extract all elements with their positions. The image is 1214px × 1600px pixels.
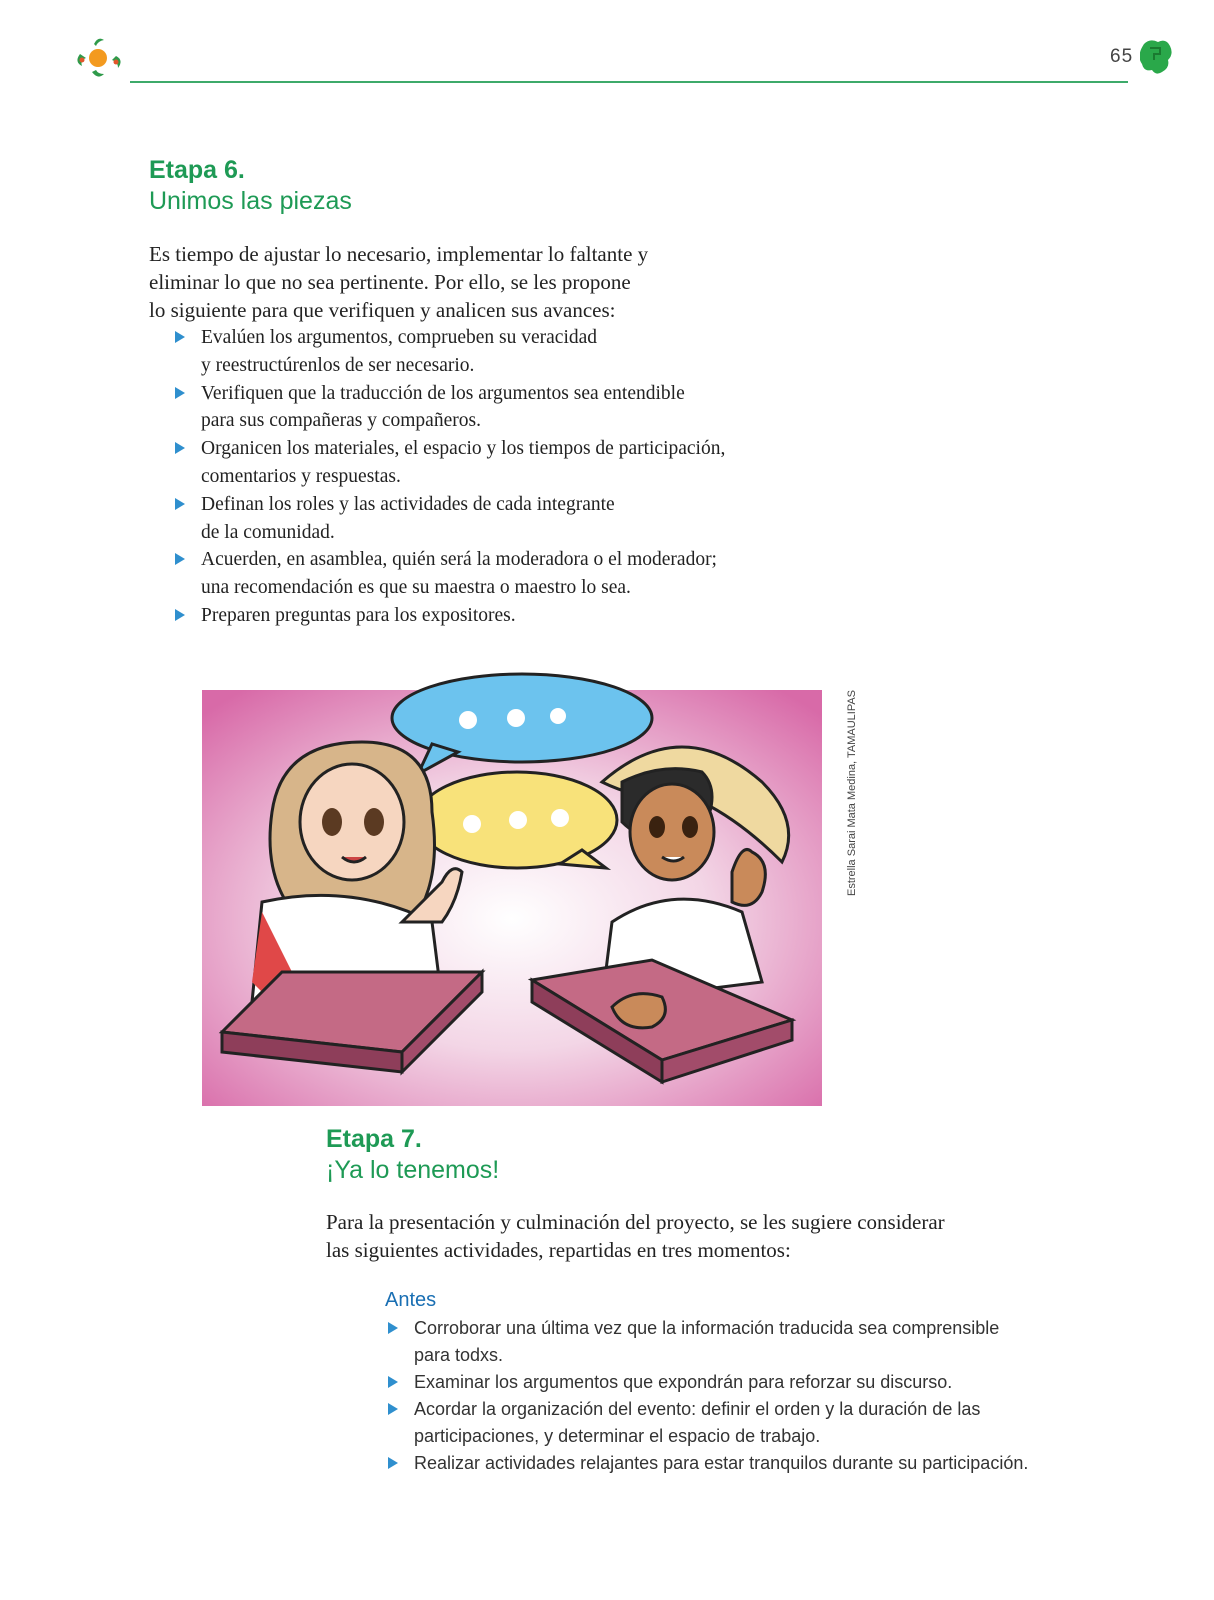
list-item-line: comentarios y respuestas. <box>201 465 401 487</box>
list-item-line: para sus compañeras y compañeros. <box>201 410 481 432</box>
list-item <box>175 324 815 380</box>
list-item <box>388 1396 1048 1450</box>
list-item-line: Organicen los materiales, el espacio y los tiempos de participación, <box>201 438 726 460</box>
illustration-credit <box>846 689 864 896</box>
list-item-line: Acuerden, en asamblea, quién será la moderadora o el moderador; <box>201 549 717 571</box>
list-item-line: Examinar los argumentos que expondrán para reforzar su discurso. <box>414 1372 953 1392</box>
list-item-line: Acordar la organización del evento: definir el orden y la duración de las <box>414 1399 981 1419</box>
bullet-triangle-icon <box>175 442 185 454</box>
bullet-triangle-icon <box>175 609 185 621</box>
list-item <box>175 546 815 602</box>
list-item-line: Definan los roles y las actividades de cada integrante <box>201 493 615 515</box>
intro-line: las siguientes actividades, repartidas en tres momentos: <box>326 1238 791 1262</box>
bullet-triangle-icon <box>388 1403 398 1415</box>
bullet-triangle-icon <box>388 1457 398 1469</box>
intro-line: Para la presentación y culminación del proyecto, se les sugiere considerar <box>326 1210 945 1234</box>
etapa6-intro <box>149 240 869 324</box>
list-item <box>175 491 815 547</box>
list-item-line: una recomendación es que su maestra o maestro lo sea. <box>201 577 631 599</box>
credit-text: Estrella Sarai Mata Medina, TAMAULIPAS <box>846 689 858 896</box>
list-item <box>175 435 815 491</box>
etapa6-list <box>175 324 815 630</box>
intro-line: lo siguiente para que verifiquen y analicen sus avances: <box>149 298 616 322</box>
list-item <box>175 380 815 436</box>
list-item <box>388 1315 1048 1369</box>
etapa6-title: Etapa 6. <box>149 156 245 184</box>
list-item-line: Evalúen los argumentos, comprueben su veracidad <box>201 327 598 348</box>
bullet-triangle-icon <box>388 1322 398 1334</box>
list-item-line: participaciones, y determinar el espacio de trabajo. <box>414 1426 821 1446</box>
page-number: 65 <box>1110 46 1134 67</box>
list-item-line: para todxs. <box>414 1345 504 1365</box>
list-item <box>388 1450 1048 1477</box>
antes-list <box>388 1315 1048 1477</box>
antes-heading: Antes <box>385 1289 437 1311</box>
list-item-line: Realizar actividades relajantes para estar tranquilos durante su participación. <box>414 1453 1029 1473</box>
etapa7-subtitle: ¡Ya lo tenemos! <box>326 1156 500 1184</box>
list-item-line: Verifiquen que la traducción de los argumentos sea entendible <box>201 382 685 404</box>
list-item <box>175 602 815 630</box>
bullet-triangle-icon <box>388 1376 398 1388</box>
etapa7-intro <box>326 1208 1066 1264</box>
illustration-two-students-talking <box>202 662 836 1106</box>
bullet-triangle-icon <box>175 553 185 565</box>
bullet-triangle-icon <box>175 331 185 343</box>
etapa7-title: Etapa 7. <box>326 1125 422 1153</box>
chapter-glyph-icon <box>1140 38 1174 76</box>
intro-line: eliminar lo que no sea pertinente. Por ello, se les propone <box>149 270 631 294</box>
list-item-line: Corroborar una última vez que la información traducida sea comprensible <box>414 1318 1000 1338</box>
etapa6-subtitle: Unimos las piezas <box>149 187 352 215</box>
header-rule <box>130 81 1128 83</box>
bullet-triangle-icon <box>175 387 185 399</box>
series-logo-icon <box>72 32 128 84</box>
list-item-line: Preparen preguntas para los expositores. <box>201 604 516 626</box>
list-item <box>388 1369 1048 1396</box>
bullet-triangle-icon <box>175 498 185 510</box>
list-item-line: y reestructúrenlos de ser necesario. <box>201 354 475 376</box>
list-item-line: de la comunidad. <box>201 521 335 543</box>
intro-line: Es tiempo de ajustar lo necesario, implementar lo faltante y <box>149 242 649 266</box>
